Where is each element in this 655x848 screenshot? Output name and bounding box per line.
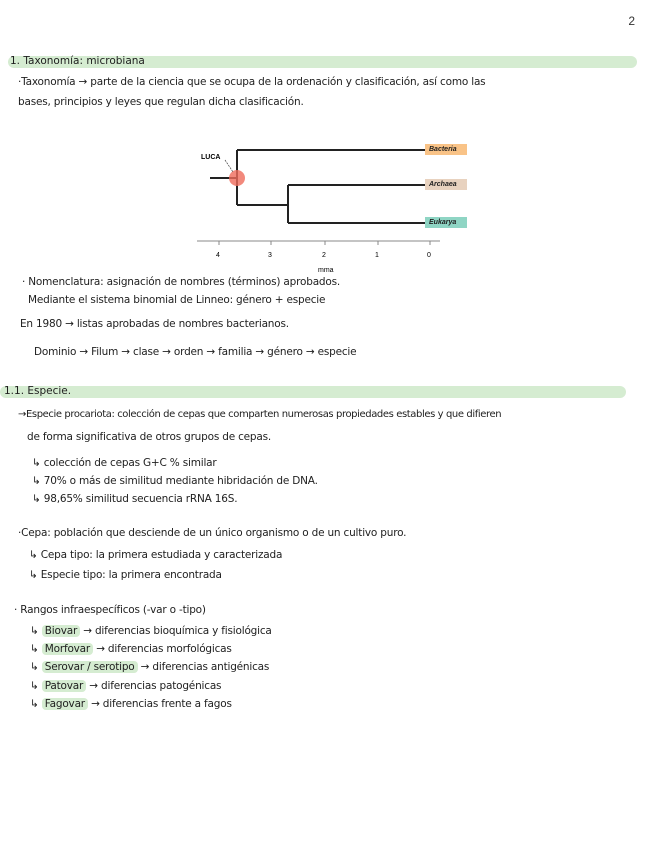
rank-desc: → diferencias frente a fagos	[91, 698, 232, 710]
rank-term: Serovar / serotipo	[42, 661, 138, 673]
axis-tick-4: 4	[216, 252, 220, 259]
cepa-item-1: ↳ Cepa tipo: la primera estudiada y caracterizada	[29, 549, 283, 561]
ranks-title: · Rangos infraespecíficos (-var o -tipo)	[14, 604, 206, 616]
page-number: 2	[628, 14, 635, 28]
cepa-definition: ·Cepa: población que desciende de un único organismo o de un cultivo puro.	[18, 527, 407, 539]
rank-arrow-icon: ↳	[30, 625, 42, 637]
rank-row-patovar	[30, 680, 221, 692]
rank-row-serovar	[30, 661, 269, 673]
leaf-archaea: Archaea	[425, 179, 467, 190]
taxonomic-hierarchy: Dominio → Filum → clase → orden → familia → género → especie	[34, 346, 357, 358]
rank-desc: → diferencias bioquímica y fisiológica	[83, 625, 272, 637]
rank-row-morfovar	[30, 643, 232, 655]
rank-arrow-icon: ↳	[30, 661, 42, 673]
cepa-item-2: ↳ Especie tipo: la primera encontrada	[29, 569, 222, 581]
axis-tick-2: 2	[322, 252, 326, 259]
section-2-highlight	[0, 386, 626, 398]
rank-desc: → diferencias morfológicas	[96, 643, 232, 655]
axis-tick-1: 1	[375, 252, 379, 259]
axis-tick-3: 3	[268, 252, 272, 259]
rank-row-biovar	[30, 625, 272, 637]
nomenclature-line-2: Mediante el sistema binomial de Linneo: género + especie	[28, 294, 326, 306]
time-axis-ticks	[219, 241, 430, 245]
rank-term: Morfovar	[42, 643, 93, 655]
nomenclature-line-1: · Nomenclatura: asignación de nombres (términos) aprobados.	[22, 276, 341, 288]
rank-term: Patovar	[42, 680, 86, 692]
nomenclature-line-3: En 1980 → listas aprobadas de nombres bacterianos.	[20, 318, 289, 330]
luca-pointer	[225, 160, 233, 172]
luca-node	[229, 170, 245, 186]
rank-term: Biovar	[42, 625, 80, 637]
criteria-item-2: ↳ 70% o más de similitud mediante hibridación de DNA.	[32, 475, 318, 487]
criteria-item-1: ↳ colección de cepas G+C % similar	[32, 457, 217, 469]
section-1-title: 1. Taxonomía: microbiana	[10, 55, 145, 67]
rank-arrow-icon: ↳	[30, 698, 42, 710]
rank-term: Fagovar	[42, 698, 88, 710]
taxonomy-definition-line-1: ·Taxonomía → parte de la ciencia que se ocupa de la ordenación y clasificación, así como las	[18, 76, 486, 88]
axis-tick-0: 0	[427, 252, 431, 259]
axis-unit: mma	[318, 267, 334, 274]
taxonomy-definition-line-2: bases, principios y leyes que regulan dicha clasificación.	[18, 96, 304, 108]
rank-desc: → diferencias patogénicas	[89, 680, 222, 692]
rank-row-fagovar	[30, 698, 232, 710]
rank-desc: → diferencias antigénicas	[140, 661, 270, 673]
section-2-title: 1.1. Especie.	[4, 385, 72, 397]
prokaryote-species-line-2: de forma significativa de otros grupos de cepas.	[27, 431, 272, 443]
criteria-item-3: ↳ 98,65% similitud secuencia rRNA 16S.	[32, 493, 238, 505]
rank-arrow-icon: ↳	[30, 643, 42, 655]
leaf-eukarya: Eukarya	[425, 217, 467, 228]
leaf-bacteria: Bacteria	[425, 144, 467, 155]
rank-arrow-icon: ↳	[30, 680, 42, 692]
luca-label: LUCA	[201, 154, 221, 161]
prokaryote-species-line-1: →Especie procariota: colección de cepas que comparten numerosas propiedades estables y que difieren	[18, 409, 502, 420]
